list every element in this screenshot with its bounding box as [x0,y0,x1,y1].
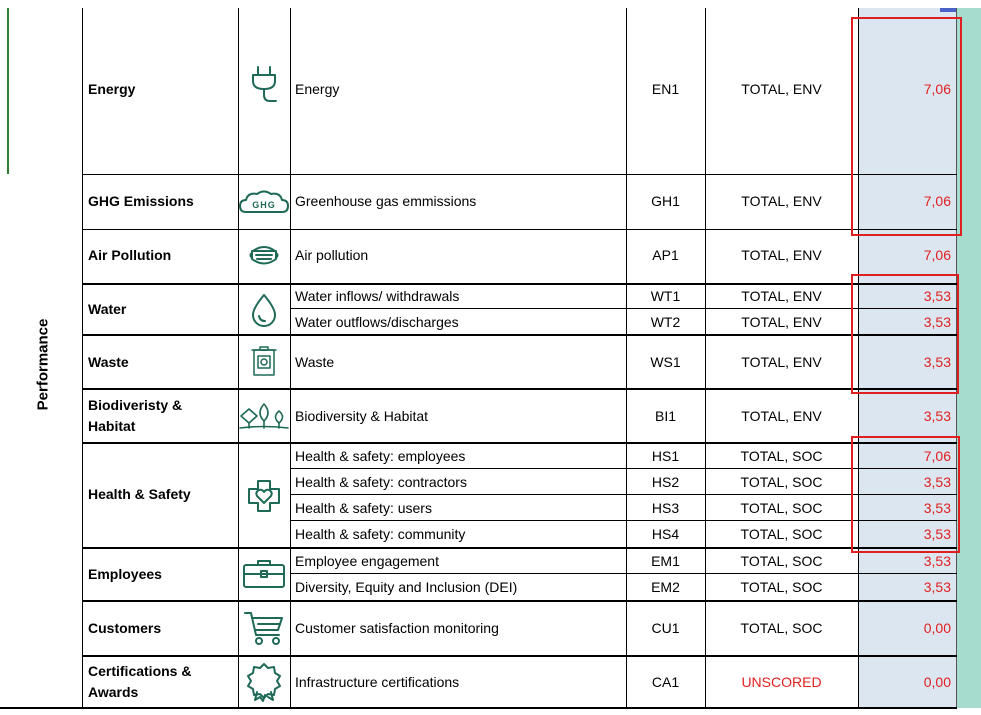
score-column-top-accent [940,8,956,12]
metric-score: 3,53 [923,408,951,424]
metric-scope: TOTAL, ENV [741,408,822,424]
category-label: Energy [88,81,136,97]
category-label: Air Pollution [88,247,172,263]
trees-icon [237,398,290,434]
metric-name: Water outflows/discharges [295,313,459,330]
metric-score: 7,06 [923,193,951,209]
metric-code: HS2 [651,473,680,490]
metric-code: EM1 [651,553,680,569]
grid-hline [82,334,957,336]
metric-scope: TOTAL, SOC [740,448,823,464]
metric-score: 3,53 [923,526,951,542]
metric-name: Health & safety: users [295,499,432,516]
highlight-box [851,17,962,236]
waste-bin-icon [246,342,282,380]
metric-score: 3,53 [923,354,951,370]
metric-name: Health & safety: employees [295,448,466,464]
briefcase-icon [238,556,290,592]
side-label-text: Performance [34,318,52,410]
metric-score: 0,00 [923,674,951,690]
shopping-cart-icon [238,608,290,648]
grid-hline [82,600,957,602]
metric-code: HS4 [651,526,680,542]
metric-score: 3,53 [923,553,951,569]
grid-hline [82,229,957,230]
award-badge-icon [238,660,290,704]
grid-hline [82,655,957,657]
metric-score: 0,00 [923,620,951,636]
category-label-line1: Biodiveristy & [88,397,183,413]
metric-score: 3,53 [923,313,951,330]
metric-code: WT1 [650,288,681,304]
medical-cross-icon [240,476,288,516]
metric-code: EM2 [651,579,680,595]
metric-code: EN1 [651,81,680,97]
water-drop-icon [242,290,286,330]
ghg-cloud-icon [237,188,290,216]
metric-name: Diversity, Equity and Inclusion (DEI) [295,579,518,595]
face-mask-icon [242,240,286,270]
metric-name: Greenhouse gas emmissions [295,193,477,209]
metric-code: WT2 [650,313,681,330]
metric-scope: TOTAL, SOC [740,473,823,490]
metric-score: 7,06 [923,247,951,263]
category-label: Waste [88,354,129,370]
metric-code: WS1 [650,354,681,370]
metric-name: Waste [295,354,335,370]
metric-code: GH1 [651,193,680,209]
metric-name: Employee engagement [295,553,439,569]
grid-hline [0,707,957,709]
metric-scope: TOTAL, SOC [740,620,823,636]
side-label [31,318,55,410]
metric-code: AP1 [652,247,679,263]
metric-score: 3,53 [923,579,951,595]
metric-name: Water inflows/ withdrawals [295,288,460,304]
metric-scope: TOTAL, SOC [740,579,823,595]
grid-vline [238,8,239,708]
metric-code: BI1 [654,408,676,424]
metric-scope: TOTAL, ENV [741,288,822,304]
metric-scope: TOTAL, ENV [741,81,822,97]
metric-scope: TOTAL, SOC [740,499,823,516]
green-border-line [7,8,9,174]
category-label-line2: Awards [88,684,139,700]
grid-vline [82,8,83,708]
grid-hline [82,174,957,175]
metric-score: 3,53 [923,499,951,516]
metric-scope: TOTAL, ENV [741,247,822,263]
metric-scope: TOTAL, ENV [741,354,822,370]
grid-vline [290,8,291,708]
category-label: Water [88,301,127,317]
metric-score: 7,06 [923,448,951,464]
metric-score: 3,53 [923,288,951,304]
category-label: Employees [88,566,162,582]
metric-scope: TOTAL, SOC [740,526,823,542]
metric-scope: TOTAL, ENV [741,313,822,330]
category-label: Customers [88,620,162,636]
metric-score: 3,53 [923,473,951,490]
plug-icon [242,62,286,106]
metric-score: 7,06 [923,81,951,97]
metric-name: Energy [295,81,340,97]
metric-code: CU1 [651,620,680,636]
metric-code: HS1 [651,448,680,464]
metric-name: Health & safety: community [295,526,466,542]
highlight-box [851,436,960,553]
metric-name: Infrastructure certifications [295,674,460,690]
category-label-line2: Habitat [88,418,136,434]
highlight-box [851,274,959,394]
metric-scope-unscored: UNSCORED [741,674,822,690]
metric-name: Health & safety: contractors [295,473,467,490]
metric-scope: TOTAL, SOC [740,553,823,569]
metric-name: Customer satisfaction monitoring [295,620,499,636]
metric-name: Air pollution [295,247,369,263]
ghg-icon-text: GHG [251,200,276,210]
category-label: Health & Safety [88,486,191,502]
category-label-line1: Certifications & [88,663,192,679]
grid-hline [82,388,957,390]
category-label: GHG Emissions [88,193,194,209]
metric-scope: TOTAL, ENV [741,193,822,209]
metric-code: CA1 [651,674,680,690]
metric-name: Biodiversity & Habitat [295,408,429,424]
metric-code: HS3 [651,499,680,516]
